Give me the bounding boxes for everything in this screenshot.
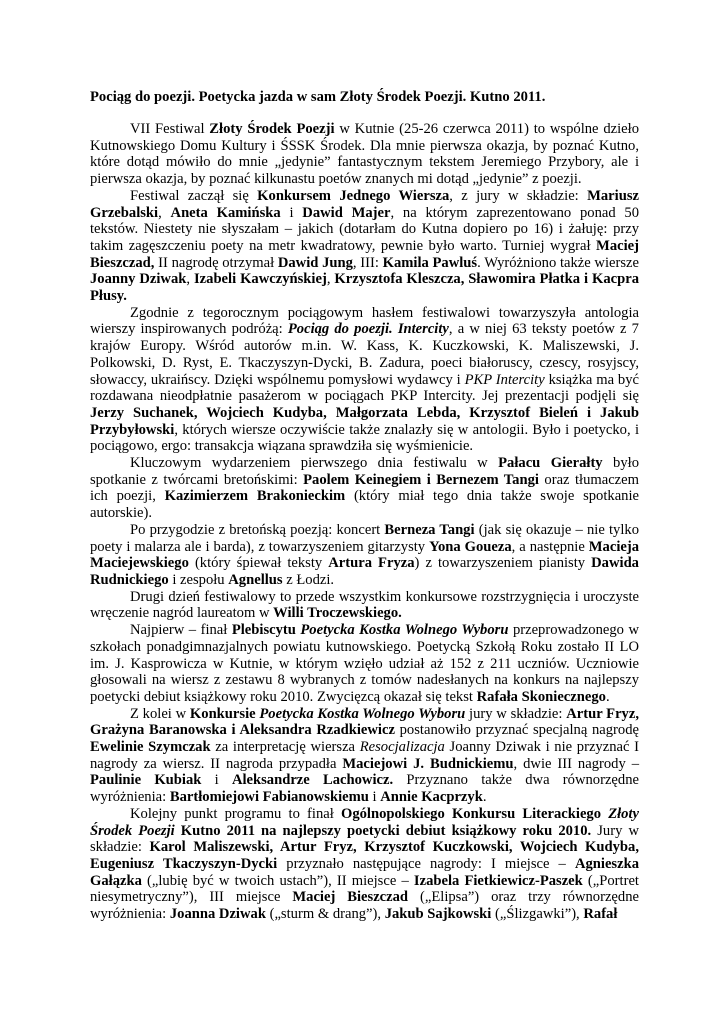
text-run: („Ślizgawki”), [491, 906, 584, 923]
emphasized-text: Ogólnopolskiego Konkursu Literackiego [340, 805, 609, 822]
emphasized-text: Aleksandrze Lachowicz. [231, 772, 394, 789]
text-run: za interpretację wiersza [210, 739, 360, 756]
document-title: Pociąg do poezji. Poetycka jazda w sam Złoty Środek Poezji. Kutno 2011. [90, 89, 546, 105]
text-run: Przyznano także dwa równorzędne wyróżnienia: [90, 772, 639, 806]
emphasized-text: Annie Kacprzyk [380, 789, 483, 806]
emphasized-text: Yona Goueza [429, 538, 512, 555]
emphasized-text: Poetycka Kostka Wolnego Wyboru [259, 705, 466, 722]
emphasized-text: Resocjalizacja [359, 739, 445, 756]
emphasized-text: Jakub Sajkowski [384, 906, 492, 923]
emphasized-text: PKP Intercity [464, 371, 545, 388]
text-run: , III: [352, 254, 383, 271]
emphasized-text: Jerzy Suchanek, Wojciech Kudyba, Małgorzata Lebda, Krzysztof Bieleń i Jakub Przybyłowski [90, 404, 639, 438]
text-run: ) z towarzyszeniem pianisty [414, 555, 592, 572]
paragraph [90, 522, 639, 589]
emphasized-text: Maciej Bieszczad, [90, 237, 639, 271]
emphasized-text: Pociąg do poezji. Intercity [287, 321, 449, 338]
emphasized-text: Konkursie [189, 705, 260, 722]
text-run: , dwie III nagrody – [513, 755, 639, 772]
emphasized-text: Agnieszka Gałązka [90, 855, 639, 889]
emphasized-text: Artur Fryz, Grażyna Baranowska i Aleksandra Rzadkiewicz [90, 705, 639, 739]
text-run: w Kutnie (25-26 czerwca 2011) to wspólne dzieło Kutnowskiego Domu Kultury i ŚSSK Środek. Dla mnie pierwsza okazja, by poznać Kutno, które dotąd mówiło do mnie „jedynie” fantastycznym tekstem Jeremiego Przybory, ale i pierwsza okazja, by poznać kilkunastu poetów znanych mi dotąd „jedynie” z poezji. [90, 121, 639, 188]
text-run: („Elipsa”) oraz trzy równorzędne wyróżnienia: [90, 889, 639, 923]
emphasized-text: Krzysztofa Kleszcza, Sławomira Płatka i Kacpra Płusy. [90, 271, 640, 305]
emphasized-text: Joanna Dziwak [169, 906, 266, 923]
emphasized-text: Aneta Kamińska [170, 204, 281, 221]
emphasized-text: Willi Troczewskiego. [273, 605, 402, 622]
emphasized-text: Kutno 2011 na najlepszy poetycki debiut książkowy roku 2010. [174, 822, 592, 839]
text-run: i [368, 789, 381, 806]
text-run: z Łodzi. [282, 571, 335, 588]
text-run: Jury w składzie: [90, 822, 639, 856]
emphasized-text: Dawid Majer [302, 204, 391, 221]
emphasized-text: Kazimierzem Brakonieckim [164, 488, 346, 505]
paragraph [90, 622, 639, 706]
emphasized-text: Maciej Bieszczad [292, 889, 409, 906]
text-run: . Wyróżniono także wiersze [477, 254, 639, 271]
emphasized-text: Izabeli Kawczyńskiej [193, 271, 327, 288]
emphasized-text: Berneza Tangi [384, 521, 475, 538]
emphasized-text: Złoty Środek Poezji [209, 121, 335, 137]
emphasized-text: Joanny Dziwak [90, 271, 187, 288]
emphasized-text: Dawid Jung [277, 254, 353, 271]
text-run: (jak się okazuje – nie tylko poety i malarza ale i barda), z towarzyszeniem gitarzysty [90, 521, 639, 555]
emphasized-text: Złoty Środek Poezji [90, 805, 639, 839]
text-run: , a następnie [511, 538, 589, 555]
text-run: Joanny Dziwak i nie przyznać I nagrody za wiersz. II nagroda przypadła [90, 739, 639, 772]
text-run: jury w składzie: [465, 705, 567, 722]
text-run: („lubię być w twoich ustach”), II miejsce – [141, 872, 414, 889]
paragraph [90, 706, 639, 806]
text-run: Po przygodzie z bretońską poezją: koncert [130, 521, 385, 538]
emphasized-text: Agnellus [228, 571, 283, 588]
emphasized-text: Paolem Keinegiem i Bernezem Tangi [303, 471, 539, 488]
emphasized-text: Artura Fryza [328, 555, 415, 572]
text-run: książka ma być rozdawana nieodpłatnie pasażerom w pociągach PKP Intercity. Jej prezentacji podjęli się [90, 371, 639, 405]
text-run: , [158, 204, 171, 221]
text-run: VII Festiwal [130, 121, 210, 137]
text-run: i zespołu [168, 571, 229, 588]
emphasized-text: Maciejowi J. Budnickiemu [342, 755, 514, 772]
text-run: . [605, 688, 610, 705]
text-run: , z jury w składzie: [449, 187, 588, 204]
paragraph [90, 589, 639, 622]
emphasized-text: Kamila Pawluś [382, 254, 478, 271]
text-run: (który śpiewał teksty [188, 555, 329, 572]
text-run: II nagrodę otrzymał [154, 254, 278, 271]
text-run: postanowiło przyznać specjalną nagrodę [394, 722, 639, 739]
emphasized-text: Paulinie Kubiak [90, 772, 202, 789]
emphasized-text: Plebiscytu [231, 622, 301, 639]
emphasized-text: Izabela Fietkiewicz-Paszek [413, 872, 583, 889]
text-run: Z kolei w [130, 705, 190, 722]
text-run: Najpierw – finał [130, 622, 232, 639]
text-run: , których wiersze oczywiście także znalazły się w antologii. Było i poetycko, i pociągowo, ergo: transakcja wiązana sprawdziła się wyśmienicie. [90, 421, 639, 455]
emphasized-text: Bartłomiejowi Fabianowskiemu [169, 789, 369, 806]
paragraph [90, 806, 639, 923]
emphasized-text: Ewelinie Szymczak [90, 739, 211, 756]
text-run: Festiwal zaczął się [130, 187, 258, 204]
emphasized-text: Rafał [583, 906, 618, 923]
text-run: było spotkanie z twórcami bretońskimi: [90, 455, 639, 488]
emphasized-text: Mariusz Grzebalski [90, 187, 639, 221]
emphasized-text: Karol Maliszewski, Artur Fryz, Krzysztof Kuczkowski, Wojciech Kudyba, Eugeniusz Tkaczyszyn-Dycki [90, 839, 639, 872]
text-run: Zgodnie z tegorocznym pociągowym hasłem festiwalowi towarzyszyła antologia wierszy inspirowanych podróżą: [90, 304, 639, 338]
text-run: („Portret niesymetryczny”), III miejsce [90, 872, 639, 906]
paragraph [90, 305, 639, 455]
paragraph [90, 188, 639, 305]
paragraph [90, 455, 639, 522]
text-run: Kolejny punkt programu to finał [130, 805, 341, 822]
text-run: . [482, 789, 487, 806]
text-run: oraz tłumaczem ich poezji, [90, 471, 639, 505]
emphasized-text: Pałacu Gierałty [498, 455, 603, 472]
text-run: , na którym zaprezentowano ponad 50 tekstów. Niestety nie słyszałam – jakich (dotarłam do Kutna dopiero po 16) i żałuję: przy takim zagęszczeniu poety na metr kwadratowy, pewnie było warto. Turniej wygrał [90, 204, 639, 254]
text-run: („sturm & drang”), [265, 906, 385, 923]
emphasized-text: Konkursem Jednego Wiersza [257, 187, 450, 204]
emphasized-text: Poetycka Kostka Wolnego Wyboru [300, 622, 509, 639]
text-run: , [186, 271, 194, 288]
document-body [90, 121, 639, 923]
emphasized-text: Macieja Maciejewskiego [90, 538, 640, 572]
emphasized-text: Dawida Rudnickiego [90, 555, 639, 588]
text-run: Kluczowym wydarzeniem pierwszego dnia festiwalu w [130, 455, 499, 472]
text-run: (który miał tego dnia także swoje spotkanie autorskie). [90, 488, 640, 522]
text-run: i [280, 204, 303, 221]
text-run: przyznało następujące nagrody: I miejsce – [277, 855, 575, 872]
paragraph [90, 121, 639, 188]
text-run: , [326, 271, 335, 288]
text-run: , a w niej 63 teksty poetów z 7 krajów Europy. Wśród autorów m.in. W. Kass, K. Kuczkowski, K. Maliszewski, J. Polkowski, D. Ryst, E. Tkaczyszyn-Dycki, B. Zadura, poeci białoruscy, czescy, rosyjscy, słowaccy, ukraińscy. Dzięki wspólnemu pomysłowi wydawcy i [90, 321, 639, 388]
text-run: i [201, 772, 232, 789]
text-run: przeprowadzonego w szkołach ponadgimnazjalnych powiatu kutnowskiego. Poetycką Szkołą Roku zostało II LO im. J. Kasprowicza w Kutnie, w którym wzięło udział aż 152 z 211 uczniów. Uczniowie głosowali na wiersz z zestawu 8 wybranych z tomów nadesłanych na konkurs na najlepszy poetycki debiut książkowy roku 2010. Zwycięzcą okazał się tekst [90, 622, 639, 705]
text-run: Drugi dzień festiwalowy to przede wszystkim konkursowe rozstrzygnięcia i uroczyste wręczenie nagród laureatom w [90, 588, 639, 622]
emphasized-text: Rafała Skoniecznego [476, 688, 606, 705]
